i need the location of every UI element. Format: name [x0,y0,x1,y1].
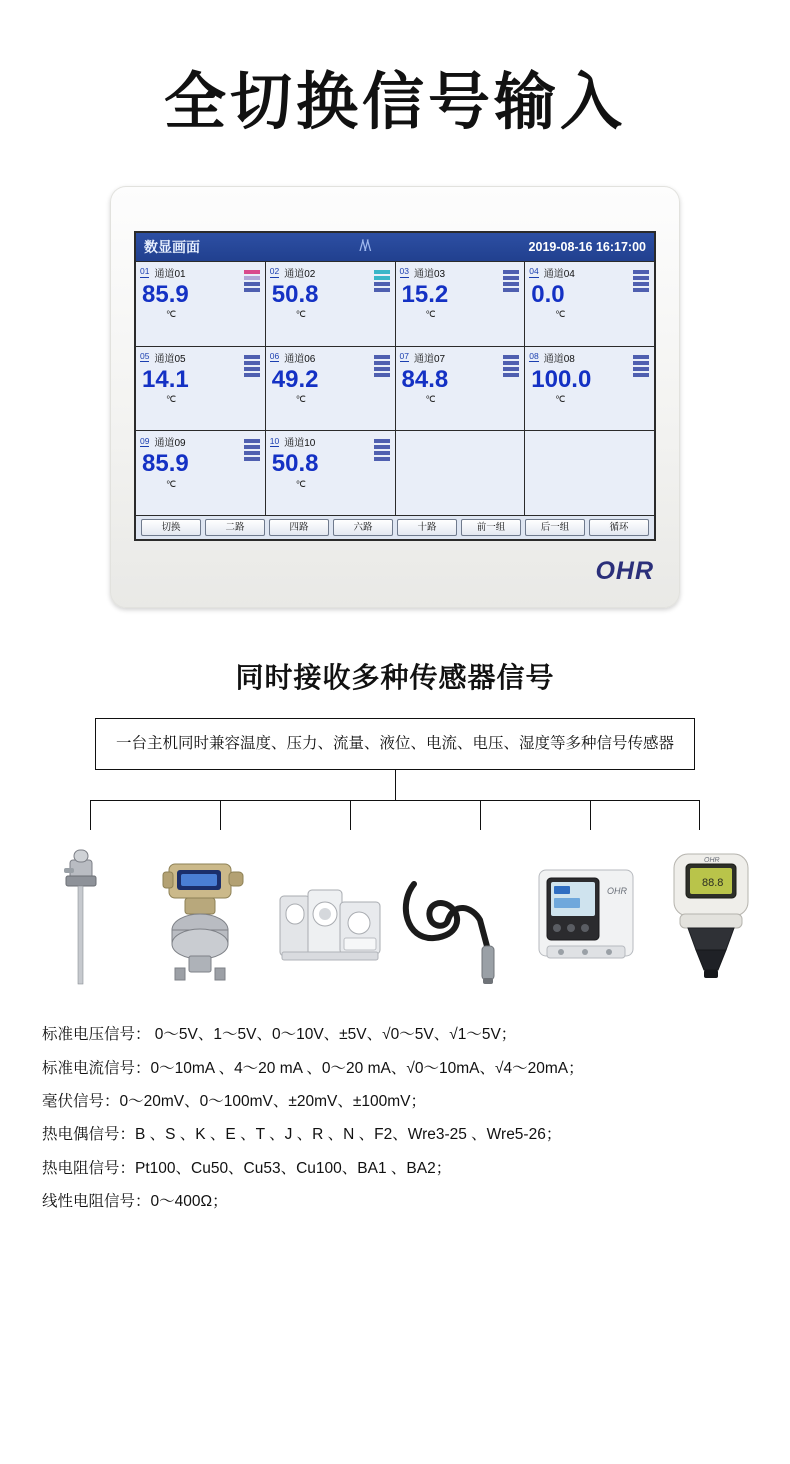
button-four-channel[interactable]: 四路 [269,519,329,536]
svg-text:OHR: OHR [606,886,627,897]
svg-text:OHR: OHR [703,857,720,865]
level-sensor-icon [400,842,518,992]
connector-drop [220,800,221,830]
spec-voltage: 标准电压信号： 0～5V、1～5V、0～10V、±5V、√0～5V、√1～5V； [42,1026,517,1044]
product-wall-mount-controller [527,842,645,992]
connector-drop [480,800,481,830]
product-level-sensor-cable [400,842,518,992]
button-next-group[interactable]: 后一组 [525,519,585,536]
channel-value: 15.2 [401,281,449,308]
channel-value: 50.8 [271,450,319,478]
recorder-device [110,186,680,608]
spec-rtd: 热电阻信号：Pt100、Cu50、Cu53、Cu100、BA1 、BA2； [42,1159,452,1177]
channel-value: 84.8 [401,365,449,393]
channel-cell-empty [396,431,525,515]
spec-linear-resistance: 线性电阻信号：0～400Ω； [42,1192,228,1210]
device-screen [134,231,656,541]
current-transformer-icon [272,842,390,992]
button-ten-channel[interactable]: 十路 [397,519,457,536]
screen-timestamp: 2019-08-16 16:17:00 [528,240,646,254]
channel-cell[interactable] [525,347,654,431]
connector-drop [350,800,351,830]
channel-bargraph-icon [374,355,390,377]
button-six-channel[interactable]: 六路 [333,519,393,536]
channel-unit: ℃ [295,309,306,320]
signal-spec-list [0,1018,790,1218]
channel-unit: ℃ [555,309,566,320]
channel-name: 通道09 [154,438,186,450]
connector-diagram [45,770,745,832]
product-ultrasonic-level-meter [654,842,772,992]
connector-drop [699,800,700,830]
wall-controller-icon [527,842,645,992]
channel-value: 50.8 [271,281,319,308]
channel-number: 02 [269,266,280,277]
channel-number: 05 [140,350,150,361]
button-cycle[interactable]: 循环 [589,519,649,536]
spec-thermocouple: 热电偶信号：B 、S 、K 、E 、T 、J 、R 、N 、F2、Wre3-25 、Wre5-26； [42,1126,562,1144]
channel-unit: ℃ [295,478,306,489]
connector-drop [590,800,591,830]
screen-titlebar [136,233,654,261]
channel-bargraph-icon [633,355,649,377]
channel-unit: ℃ [555,394,566,405]
screen-title-label: 数显画面 [144,239,200,255]
product-current-transformer [272,842,390,992]
channel-unit: ℃ [166,394,177,405]
channel-name: 通道06 [284,353,316,365]
channel-value: 85.9 [142,450,189,478]
channel-bargraph-icon [244,270,260,292]
connector-drop [90,800,91,830]
channel-grid [136,261,654,515]
channel-unit: ℃ [425,394,436,405]
channel-name: 通道07 [413,353,446,365]
section-subtitle: 同时接收多种传感器信号 [235,662,555,693]
brand-logo: OHR [595,557,654,585]
channel-bargraph-icon [244,439,260,461]
channel-value: 0.0 [531,281,565,308]
product-row [0,832,790,992]
channel-number: 09 [140,435,150,446]
channel-value: 85.9 [142,281,189,308]
channel-cell[interactable] [136,262,265,346]
channel-bargraph-icon [503,270,519,292]
channel-bargraph-icon [633,270,649,292]
spec-current: 标准电流信号：0～10mA 、4～20 mA 、0～20 mA、√0～10mA、√4～20mA； [42,1059,584,1077]
device-section [0,186,790,608]
page-title: 全切换信号输入 [163,68,626,137]
connector-bar [90,800,700,801]
channel-name: 通道01 [154,269,186,280]
channel-number: 10 [269,435,280,446]
button-switch[interactable]: 切换 [141,519,201,536]
channel-number: 01 [140,266,150,277]
channel-unit: ℃ [295,394,306,405]
channel-bargraph-icon [374,439,390,461]
channel-name: 通道10 [284,438,316,450]
svg-text:88.8: 88.8 [701,877,724,890]
channel-name: 通道03 [413,269,446,280]
channel-number: 08 [529,350,539,361]
channel-cell-empty [525,431,654,515]
channel-bargraph-icon [374,270,390,292]
channel-cell[interactable] [136,431,265,515]
channel-bargraph-icon [244,355,260,377]
pressure-transmitter-icon [145,842,263,992]
spec-millivolt: 毫伏信号：0～20mV、0～100mV、±20mV、±100mV； [42,1092,426,1110]
channel-number: 07 [399,350,409,361]
product-temperature-probe [18,842,136,992]
channel-number: 06 [269,350,280,361]
connector-stem [395,770,396,800]
channel-cell[interactable] [266,431,395,515]
temperature-probe-icon [18,842,136,992]
channel-cell[interactable] [136,347,265,431]
channel-value: 100.0 [531,365,592,393]
screen-button-bar [136,515,654,539]
channel-number: 04 [529,266,539,277]
product-pressure-transmitter [145,842,263,992]
channel-name: 通道08 [543,353,575,365]
channel-cell[interactable] [266,262,395,346]
button-two-channel[interactable]: 二路 [205,519,265,536]
channel-name: 通道05 [154,353,186,365]
button-previous-group[interactable]: 前一组 [461,519,521,536]
compatibility-note: 一台主机同时兼容温度、压力、流量、液位、电流、电压、湿度等多种信号传感器 [95,718,695,770]
channel-unit: ℃ [166,309,177,320]
channel-cell[interactable] [396,262,525,346]
channel-cell[interactable] [396,347,525,431]
channel-name: 通道04 [543,269,575,280]
channel-unit: ℃ [425,309,436,320]
channel-number: 03 [399,266,409,277]
channel-cell[interactable] [525,262,654,346]
channel-unit: ℃ [166,478,177,489]
channel-value: 14.1 [142,365,189,393]
ultrasonic-meter-icon [654,842,772,992]
channel-value: 49.2 [271,365,319,393]
channel-name: 通道02 [284,269,316,280]
channel-bargraph-icon [503,355,519,377]
waveform-icon: /\/\ [359,238,370,255]
channel-cell[interactable] [266,347,395,431]
